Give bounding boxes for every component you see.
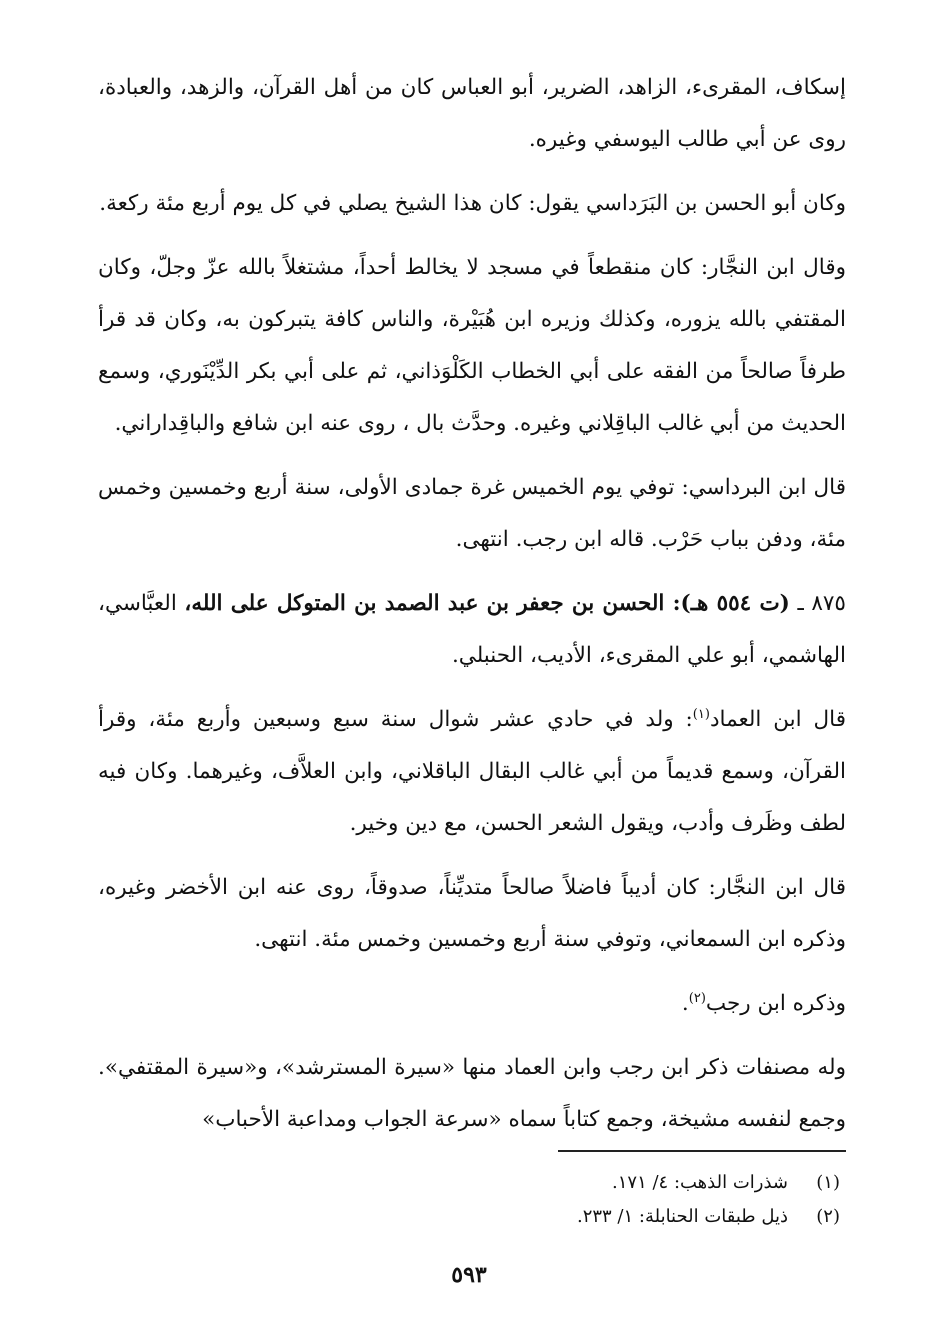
paragraph-2: وكان أبو الحسن بن البَرَداسي يقول: كان هذا الشيخ يصلي في كل يوم أربع مئة ركعة.	[99, 191, 846, 216]
footnote-2	[440, 1200, 840, 1234]
paragraph-7-end: .	[681, 991, 689, 1016]
paragraph-6: قال ابن النجَّار: كان أديباً فاضلاً صالحاً متديِّناً، صدوقاً، روى عنه ابن الأخضر وغيره، وذكره ابن السمعاني، وتوفي سنة أربع وخمسين وخمس مئة. انتهى.	[98, 875, 846, 952]
entry-rest: العبَّاسي، الهاشمي، أبو علي المقرىء، الأديب، الحنبلي.	[98, 591, 846, 668]
page-body	[98, 62, 846, 1158]
entry-number: ٨٧٥ ـ	[797, 591, 846, 616]
paragraph-5	[98, 694, 846, 850]
page-number: ٥٩٣	[451, 1262, 487, 1288]
biography-entry	[98, 578, 846, 682]
footnote-ref-1[interactable]: (١)	[692, 706, 710, 722]
paragraph-8: وله مصنفات ذكر ابن رجب وابن العماد منها «سيرة المسترشد»، و«سيرة المقتفي». وجمع لنفسه مشيخة، وجمع كتاباً سماه «سرعة الجواب ومداعبة الأحباب»	[98, 1055, 846, 1132]
footnote-divider	[558, 1150, 846, 1152]
footnote-2-number: (٢)	[816, 1206, 840, 1227]
paragraph-5-end: : ولد في حادي عشر شوال سنة سبع وسبعين وأربع مئة، وقرأ القرآن، وسمع قديماً من أبي غالب البقال الباقلاني، وابن العلاَّف، وغيرهما. وكان فيه لطف وظَرف وأدب، ويقول الشعر الحسن، مع دين وخير.	[98, 707, 846, 836]
paragraph-3: وقال ابن النجَّار: كان منقطعاً في مسجد لا يخالط أحداً، مشتغلاً بالله عزّ وجلّ، وكان المقتفي بالله يزوره، وكذلك وزيره ابن هُبَيْرة، والناس كافة يتبركون به، وكان قد قرأ طرفاً صالحاً من الفقه على أبي الخطاب الكَلْوَذاني، ثم على أبي بكر الدِّيْنَوري، وسمع الحديث من أبي غالب الباقِلاني وغيره. وحدَّث بال ، روى عنه ابن شافع والباقِداراني.	[98, 255, 846, 436]
footnote-1	[440, 1166, 840, 1200]
paragraph-4: قال ابن البرداسي: توفي يوم الخميس غرة جمادى الأولى، سنة أربع وخمسين وخمس مئة، ودفن بباب حَرْب. قاله ابن رجب. انتهى.	[98, 475, 846, 552]
footnote-1-number: (١)	[816, 1172, 840, 1193]
paragraph-7	[98, 978, 846, 1030]
footnote-2-text: ذيل طبقات الحنابلة: ١/ ٢٣٣.	[576, 1206, 788, 1227]
paragraph-7-start: وذكره ابن رجب	[705, 991, 846, 1016]
footnotes	[440, 1166, 840, 1234]
paragraph-5-start: قال ابن العماد	[709, 707, 846, 732]
footnote-1-text: شذرات الذهب: ٤/ ١٧١.	[612, 1172, 788, 1193]
footnote-ref-2[interactable]: (٢)	[688, 990, 706, 1006]
paragraph-1: إسكاف، المقرىء، الزاهد، الضرير، أبو العباس كان من أهل القرآن، والزهد، والعبادة، روى عن أبي طالب اليوسفي وغيره.	[98, 75, 846, 152]
entry-heading: (ت ٥٥٤ هـ): الحسن بن جعفر بن عبد الصمد بن المتوكل على الله،	[184, 591, 790, 616]
